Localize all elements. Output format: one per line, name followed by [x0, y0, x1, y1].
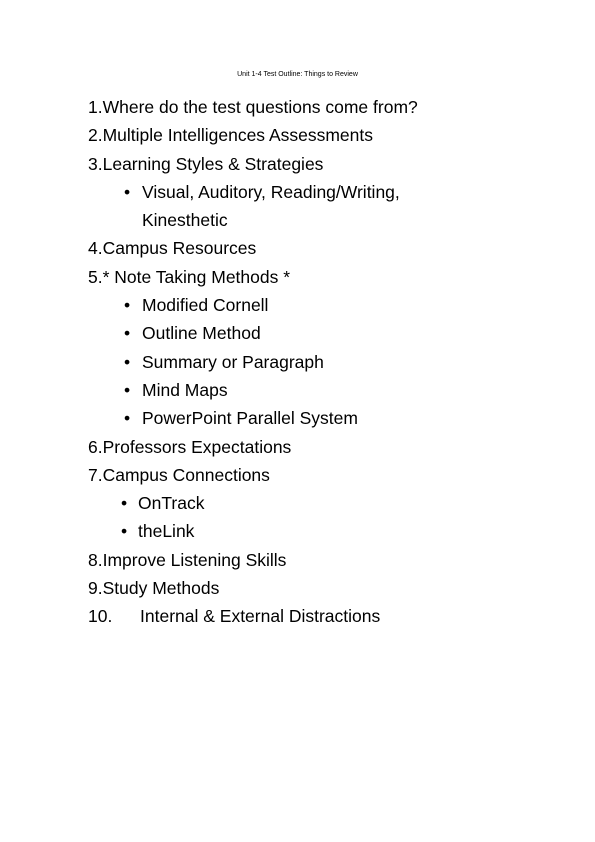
sub-item-text: theLink: [138, 521, 195, 542]
item-number: 4.: [88, 238, 103, 259]
outline-item-9: [88, 574, 568, 602]
sub-list-note-taking: [88, 291, 568, 432]
sub-item-text: PowerPoint Parallel System: [142, 408, 358, 429]
item-number: 7.: [88, 464, 103, 485]
outline-item-2: [88, 121, 568, 149]
sub-item-text: Modified Cornell: [142, 295, 269, 316]
item-number: 2.: [88, 125, 103, 146]
outline-item-7: [88, 461, 568, 546]
bullet-icon: •: [121, 521, 128, 542]
sub-item: [88, 178, 442, 235]
sub-item: [88, 319, 568, 347]
sub-list-campus-connections: [88, 489, 568, 546]
sub-item: [88, 348, 568, 376]
sub-item: [88, 517, 568, 545]
item-text: Internal & External Distractions: [140, 606, 381, 627]
item-text: Study Methods: [102, 578, 220, 599]
item-number: 3.: [88, 153, 103, 174]
sub-item-text: OnTrack: [138, 493, 205, 514]
bullet-icon: •: [124, 181, 131, 202]
bullet-icon: •: [124, 408, 131, 429]
outline-item-3: [88, 150, 568, 235]
outline-item-1: [88, 93, 568, 121]
item-text: Professors Expectations: [102, 436, 292, 457]
outline-item-10: [88, 602, 568, 630]
item-text: Improve Listening Skills: [102, 549, 287, 570]
sub-item-text: Outline Method: [142, 323, 261, 344]
outline-item-5: [88, 263, 568, 433]
bullet-icon: •: [124, 323, 131, 344]
item-number: 9.: [88, 578, 103, 599]
item-text: Multiple Intelligences Assessments: [102, 125, 374, 146]
outline-item-8: [88, 546, 568, 574]
item-number: 5.: [88, 266, 103, 287]
sub-item: [88, 404, 568, 432]
item-text: Learning Styles & Strategies: [102, 153, 324, 174]
sub-list-learning-styles: [88, 178, 568, 235]
sub-item: [88, 489, 568, 517]
bullet-icon: •: [124, 295, 131, 316]
item-text: Campus Connections: [102, 464, 270, 485]
item-text: Where do the test questions come from?: [102, 97, 418, 117]
outline-item-4: [88, 234, 568, 262]
item-text: Campus Resources: [102, 238, 257, 259]
item-number: 8.: [88, 549, 103, 570]
item-number: 6.: [88, 436, 103, 457]
sub-item: [88, 291, 568, 319]
outline-item-6: [88, 433, 568, 461]
sub-item-text: Visual, Auditory, Reading/Writing, Kinesthetic: [142, 181, 400, 231]
sub-item-text: Mind Maps: [142, 379, 228, 400]
item-number: 1.: [88, 97, 103, 117]
sub-item-text: Summary or Paragraph: [142, 351, 324, 372]
item-number: 10.: [88, 606, 113, 627]
review-outline: [88, 93, 568, 631]
bullet-icon: •: [124, 379, 131, 400]
sub-item: [88, 376, 568, 404]
page-header: Unit 1-4 Test Outline: Things to Review: [237, 71, 358, 78]
bullet-icon: •: [124, 351, 131, 372]
bullet-icon: •: [121, 493, 128, 514]
item-text: * Note Taking Methods *: [102, 266, 291, 287]
